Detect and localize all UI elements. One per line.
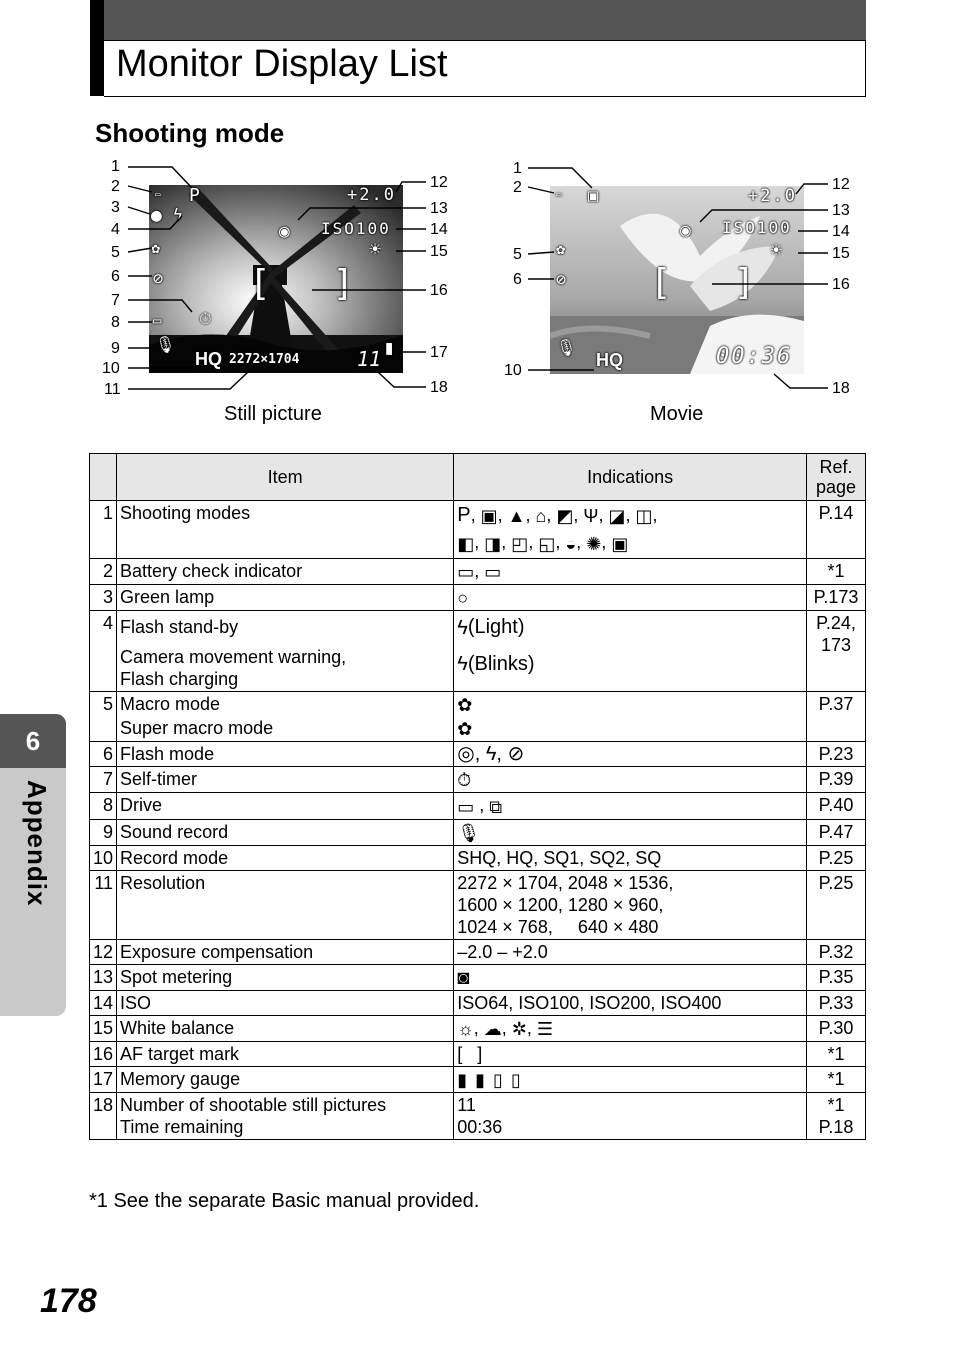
sport-icon: ◧ (457, 533, 475, 554)
movie-callout: 15 (832, 245, 850, 262)
flash-light-icon: ϟ (457, 616, 468, 639)
table-row: 13 Spot metering ◙ P.35 (90, 964, 866, 990)
sequential-icon: ⧉ (489, 796, 503, 817)
osd-exposure: +2.0 (347, 185, 396, 205)
osd-resolution: 2272×1704 (229, 352, 300, 367)
osd-count: 11 (357, 347, 382, 371)
osd-exposure: +2.0 (748, 186, 797, 206)
table-row: 7 Self-timer ⏱ P.39 (90, 767, 866, 793)
header-indications: Indications (454, 454, 807, 501)
table-row: 8 Drive ▭ , ⧉ P.40 (90, 793, 866, 819)
flash-mode-icon: ⊘ (556, 270, 567, 290)
white-balance-icon: ☀ (369, 237, 382, 261)
movie-callout: 16 (832, 276, 850, 293)
red-eye-icon: ◎ (457, 743, 475, 766)
microphone-icon: 🎙 (457, 822, 481, 843)
super-macro-icon: ✿ (457, 718, 473, 739)
af-target-mark: [ ] (249, 263, 375, 304)
table-row: 2 Battery check indicator ▭, ▭ *1 (90, 558, 866, 584)
table-row: 6 Flash mode ◎, ϟ, ⊘ P.23 (90, 741, 866, 767)
still-callout: 1 (111, 158, 120, 175)
table-row: 5 Macro mode Super macro mode ✿ ✿ P.37 (90, 692, 866, 742)
still-callout: 2 (111, 178, 120, 195)
white-balance-icon: ☀ (770, 238, 783, 262)
fireworks-icon: ✺ (586, 533, 602, 554)
green-lamp-icon: ○ (457, 588, 469, 608)
movie-callout: 13 (832, 202, 850, 219)
still-callout: 3 (111, 199, 120, 216)
movie-callout: 1 (513, 160, 522, 177)
callout-leader-lines (0, 0, 954, 430)
spot-icon: ◉ (279, 221, 290, 242)
behind-glass-icon: ◱ (538, 533, 556, 554)
flash-icon: ϟ (173, 205, 183, 224)
sound-icon: 🎙 (556, 338, 577, 357)
table-row: 9 Sound record 🎙 P.47 (90, 819, 866, 845)
memory-gauge-low-icon: ▯ (493, 1070, 511, 1091)
still-callout: 6 (111, 268, 120, 285)
battery-icon: ▭ (155, 190, 161, 200)
movie-callout: 6 (513, 271, 522, 288)
table-row: 17 Memory gauge ▮▮▯▯ *1 (90, 1066, 866, 1092)
movie-caption: Movie (650, 403, 704, 425)
still-callout: 7 (111, 292, 120, 309)
still-callout: 5 (111, 244, 120, 261)
fluorescent-icon: ☰ (536, 1018, 554, 1039)
osd-time: 00:36 (716, 344, 793, 369)
macro-icon: ✿ (457, 695, 473, 716)
osd-iso: ISO100 (321, 219, 391, 238)
drive-icon: ▭ (153, 313, 162, 329)
movie-icon: ▣ (611, 533, 629, 554)
movie-callout: 10 (504, 362, 522, 379)
battery-low-icon: ▭ (484, 561, 502, 582)
battery-full-icon: ▭ (457, 561, 475, 582)
table-row: 14 ISO ISO64, ISO100, ISO200, ISO400 P.33 (90, 990, 866, 1015)
still-callout: 16 (430, 282, 448, 299)
table-row: 15 White balance ☼, ☁, ✲, ☰ P.30 (90, 1015, 866, 1041)
still-callout: 18 (430, 379, 448, 396)
header-item: Item (117, 454, 454, 501)
header-ref: Ref. page (807, 454, 866, 501)
night-portrait-icon: ◪ (608, 506, 626, 527)
self-timer-icon: ⏱ (457, 770, 472, 791)
movie-callout: 12 (832, 176, 850, 193)
spot-metering-icon: ◙ (457, 966, 470, 989)
table-row: 18 Number of shootable still pictures Time remaining 11 00:36 *1 P.18 (90, 1093, 866, 1140)
single-frame-icon: ▭ (457, 796, 475, 817)
still-callout: 14 (430, 221, 448, 238)
macro-icon: ✿ (151, 239, 161, 257)
still-callout: 17 (430, 344, 448, 361)
movie-mode-icon: ▣ (588, 186, 599, 206)
still-callout: 15 (430, 243, 448, 260)
cloudy-icon: ☁ (483, 1018, 502, 1039)
table-row: 4 Flash stand-by Camera movement warning, Flash charging ϟ(Light) ϟ(Blinks) P.24, 173 (90, 611, 866, 692)
shooting-mode-icons: P, ▣, ▲, ⌂, ◩, Ψ, ◪, ◫, ◧, ◨, ◰, ◱, ◒, ✺, ▣ (454, 501, 807, 559)
table-row: 3 Green lamp ○ P.173 (90, 584, 866, 610)
movie-callout: 5 (513, 246, 522, 263)
table-row: 1 Shooting modes P, ▣, ▲, ⌂, ◩, Ψ, ◪, ◫, ◧, ◨, ◰, ◱, ◒, ✺, ▣ P.14 (90, 501, 866, 559)
osd-quality: HQ (596, 350, 623, 370)
indoor-icon: ◨ (484, 533, 502, 554)
self-timer-icon: ⏱ (199, 309, 212, 328)
landscape-mode-icon: ▲ (507, 506, 526, 527)
still-callout: 12 (430, 174, 448, 191)
sunny-icon: ☼ (457, 1018, 474, 1039)
still-callout: 10 (102, 360, 120, 377)
battery-icon: ▭ (556, 190, 562, 200)
still-callout: 9 (111, 340, 120, 357)
self-portrait-icon: ◫ (635, 506, 653, 527)
candle-icon: ◰ (511, 533, 529, 554)
movie-callout: 2 (513, 179, 522, 196)
portrait-mode-icon: ▣ (480, 506, 498, 527)
header-num (90, 454, 117, 501)
display-list-table (89, 453, 866, 1140)
osd-iso: ISO100 (722, 218, 792, 237)
green-lamp-icon: ● (151, 205, 162, 226)
osd-quality: HQ (195, 349, 222, 369)
landscape-portrait-icon: ⌂ (535, 506, 547, 527)
table-row: 16 AF target mark [ ] *1 (90, 1041, 866, 1066)
table-row: 10 Record mode SHQ, HQ, SQ1, SQ2, SQ P.25 (90, 845, 866, 870)
still-caption: Still picture (224, 403, 322, 425)
tungsten-icon: ✲ (511, 1018, 527, 1039)
memory-gauge-icon: ▮ (383, 335, 396, 359)
page-number: 178 (40, 1282, 97, 1320)
sunset-icon: ◒ (565, 533, 577, 554)
osd-mode: P (189, 185, 200, 206)
table-row: 12 Exposure compensation –2.0 – +2.0 P.32 (90, 939, 866, 964)
af-target-mark: [ ] (650, 262, 776, 303)
movie-callout: 14 (832, 223, 850, 240)
page-title: Monitor Display List (116, 43, 448, 85)
table-row: 11 Resolution 2272 × 1704, 2048 × 1536, 1600 × 1200, 1280 × 960, 1024 × 768, 640 × 480 P.25 (90, 870, 866, 939)
memory-gauge-high-icon: ▮ (475, 1070, 494, 1091)
memory-gauge-full-icon: ▮ (457, 1070, 476, 1091)
spot-icon: ◉ (680, 220, 691, 241)
macro-icon: ✿ (556, 240, 566, 258)
fill-in-flash-icon: ϟ (485, 743, 497, 766)
side-tab-label: Appendix (22, 780, 52, 907)
flash-blink-icon: ϟ (457, 653, 468, 676)
flash-off-icon: ⊘ (507, 743, 525, 766)
cuisine-icon: Ψ (583, 506, 599, 527)
sound-icon: 🎙 (155, 335, 176, 354)
flash-mode-icon: ⊘ (153, 269, 164, 289)
memory-gauge-empty-icon: ▯ (510, 1070, 529, 1091)
still-callout: 4 (111, 221, 120, 238)
section-title: Shooting mode (95, 118, 285, 148)
table-header-row (90, 454, 866, 501)
still-callout: 13 (430, 200, 448, 217)
night-scene-icon: ◩ (556, 506, 574, 527)
still-callout: 8 (111, 314, 120, 331)
movie-callout: 18 (832, 380, 850, 397)
footnote: *1 See the separate Basic manual provided. (89, 1190, 480, 1212)
still-callout: 11 (104, 381, 121, 398)
side-tab-number: 6 (0, 714, 66, 768)
